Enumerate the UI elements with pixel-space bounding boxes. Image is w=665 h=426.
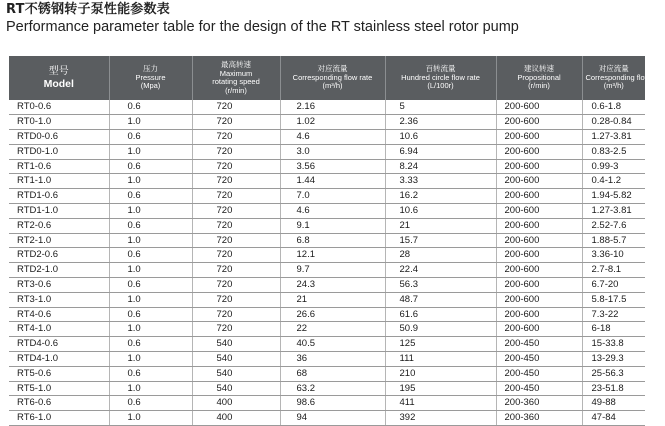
cell-hundred-flow: 10.6 (385, 130, 496, 145)
header-corr-flow-unit: (m³/h) (603, 81, 624, 91)
cell-model: RT1-1.0 (9, 174, 109, 189)
cell-max-speed: 720 (192, 174, 280, 189)
cell-max-speed: 720 (192, 292, 280, 307)
cell-prop-speed: 200-600 (496, 189, 582, 204)
cell-hundred-flow: 411 (385, 396, 496, 411)
cell-corr-flow: 6.7-20 (582, 278, 645, 293)
parameter-table (9, 56, 665, 426)
cell-model: RTD2-1.0 (9, 263, 109, 278)
header-max-speed-cn: 最高转速 (221, 60, 251, 69)
cell-model: RTD0-1.0 (9, 144, 109, 159)
cell-corr-flow: 13-29.3 (582, 352, 645, 367)
header-prop-speed-en: Propositional (517, 72, 561, 82)
cell-corr-flow: 2.7-8.1 (582, 263, 645, 278)
cell-flow-rate: 36 (280, 352, 385, 367)
cell-max-speed: 400 (192, 396, 280, 411)
table-row (9, 159, 645, 174)
header-row (9, 56, 645, 100)
cell-prop-speed: 200-600 (496, 144, 582, 159)
cell-hundred-flow: 15.7 (385, 233, 496, 248)
cell-pressure: 0.6 (109, 218, 192, 233)
cell-model: RT2-1.0 (9, 233, 109, 248)
table-row (9, 115, 645, 130)
cell-max-speed: 540 (192, 352, 280, 367)
cell-model: RT4-1.0 (9, 322, 109, 337)
cell-model: RT5-1.0 (9, 381, 109, 396)
cell-max-speed: 400 (192, 411, 280, 426)
cell-flow-rate: 24.3 (280, 278, 385, 293)
cell-pressure: 1.0 (109, 322, 192, 337)
cell-pressure: 0.6 (109, 337, 192, 352)
cell-max-speed: 720 (192, 233, 280, 248)
header-max-speed (192, 56, 280, 100)
cell-prop-speed: 200-600 (496, 204, 582, 219)
cell-max-speed: 720 (192, 115, 280, 130)
cell-pressure: 1.0 (109, 204, 192, 219)
cell-max-speed: 720 (192, 100, 280, 115)
table-row (9, 352, 645, 367)
cell-pressure: 1.0 (109, 263, 192, 278)
table-row (9, 278, 645, 293)
cell-flow-rate: 68 (280, 366, 385, 381)
cell-max-speed: 720 (192, 248, 280, 263)
table-row (9, 218, 645, 233)
table-row (9, 337, 645, 352)
cell-max-speed: 540 (192, 337, 280, 352)
cell-prop-speed: 200-450 (496, 352, 582, 367)
cell-prop-speed: 200-600 (496, 159, 582, 174)
cell-corr-flow: 7.3-22 (582, 307, 645, 322)
cell-prop-speed: 200-600 (496, 278, 582, 293)
cell-model: RT6-0.6 (9, 396, 109, 411)
cell-prop-speed: 200-600 (496, 130, 582, 145)
cell-flow-rate: 1.44 (280, 174, 385, 189)
header-hundred-flow-cn: 百转流量 (425, 64, 456, 74)
cell-pressure: 0.6 (109, 278, 192, 293)
cell-prop-speed: 200-360 (496, 396, 582, 411)
cell-max-speed: 720 (192, 130, 280, 145)
table-row (9, 204, 645, 219)
cell-max-speed: 720 (192, 278, 280, 293)
cell-hundred-flow: 28 (385, 248, 496, 263)
cell-hundred-flow: 16.2 (385, 189, 496, 204)
cell-pressure: 0.6 (109, 130, 192, 145)
cell-hundred-flow: 392 (385, 411, 496, 426)
cell-pressure: 0.6 (109, 396, 192, 411)
cell-pressure: 0.6 (109, 307, 192, 322)
cell-hundred-flow: 111 (385, 352, 496, 367)
cell-prop-speed: 200-600 (496, 100, 582, 115)
cell-max-speed: 720 (192, 189, 280, 204)
header-prop-speed (496, 56, 582, 100)
cell-flow-rate: 6.8 (280, 233, 385, 248)
cell-flow-rate: 2.16 (280, 100, 385, 115)
cell-corr-flow: 25-56.3 (582, 366, 645, 381)
table-row (9, 233, 645, 248)
cell-model: RTD4-1.0 (9, 352, 109, 367)
cell-max-speed: 720 (192, 263, 280, 278)
header-pressure-unit: (Mpa) (140, 81, 161, 91)
cell-pressure: 1.0 (109, 144, 192, 159)
cell-flow-rate: 63.2 (280, 381, 385, 396)
title-english: Performance parameter table for the design of the RT stainless steel rotor pump (6, 19, 519, 35)
cell-hundred-flow: 21 (385, 218, 496, 233)
cell-model: RT0-0.6 (9, 100, 109, 115)
table-row (9, 174, 645, 189)
cell-corr-flow: 5.8-17.5 (582, 292, 645, 307)
cell-max-speed: 720 (192, 307, 280, 322)
cell-prop-speed: 200-600 (496, 263, 582, 278)
cell-prop-speed: 200-450 (496, 381, 582, 396)
header-prop-speed-unit: (r/min) (528, 81, 550, 91)
cell-max-speed: 720 (192, 322, 280, 337)
header-hundred-flow-en: Hundred circle flow rate (401, 72, 480, 82)
cell-prop-speed: 200-600 (496, 292, 582, 307)
cell-corr-flow: 0.83-2.5 (582, 144, 645, 159)
cell-hundred-flow: 8.24 (385, 159, 496, 174)
cell-prop-speed: 200-450 (496, 366, 582, 381)
title-block (6, 2, 519, 36)
header-max-speed-unit: (r/min) (225, 85, 247, 95)
cell-prop-speed: 200-600 (496, 174, 582, 189)
header-hundred-flow (385, 56, 496, 100)
cell-pressure: 1.0 (109, 115, 192, 130)
cell-pressure: 0.6 (109, 366, 192, 381)
cell-pressure: 1.0 (109, 381, 192, 396)
cell-max-speed: 720 (192, 144, 280, 159)
header-model (9, 56, 109, 100)
header-max-speed-en2: rotating speed (212, 77, 260, 86)
cell-model: RT3-1.0 (9, 292, 109, 307)
table-header (9, 56, 665, 100)
table-row (9, 381, 645, 396)
cell-prop-speed: 200-600 (496, 307, 582, 322)
cell-corr-flow: 3.36-10 (582, 248, 645, 263)
cell-flow-rate: 3.56 (280, 159, 385, 174)
header-hundred-flow-unit: (L/100r) (427, 81, 454, 91)
cell-max-speed: 720 (192, 218, 280, 233)
cell-hundred-flow: 48.7 (385, 292, 496, 307)
cell-corr-flow: 1.27-3.81 (582, 204, 645, 219)
cell-corr-flow: 0.28-0.84 (582, 115, 645, 130)
cell-model: RTD0-0.6 (9, 130, 109, 145)
table-row (9, 130, 645, 145)
cell-hundred-flow: 61.6 (385, 307, 496, 322)
cell-corr-flow: 0.99-3 (582, 159, 645, 174)
cell-corr-flow: 0.6-1.8 (582, 100, 645, 115)
cell-corr-flow: 0.4-1.2 (582, 174, 645, 189)
cell-hundred-flow: 6.94 (385, 144, 496, 159)
cell-pressure: 0.6 (109, 189, 192, 204)
cell-model: RT4-0.6 (9, 307, 109, 322)
header-pressure (109, 56, 192, 100)
cell-max-speed: 720 (192, 159, 280, 174)
cell-model: RT3-0.6 (9, 278, 109, 293)
cell-max-speed: 540 (192, 366, 280, 381)
table-row (9, 366, 645, 381)
cell-pressure: 0.6 (109, 100, 192, 115)
cell-hundred-flow: 50.9 (385, 322, 496, 337)
cell-flow-rate: 1.02 (280, 115, 385, 130)
cell-corr-flow: 23-51.8 (582, 381, 645, 396)
table-body (9, 100, 645, 426)
cell-flow-rate: 9.7 (280, 263, 385, 278)
cell-flow-rate: 3.0 (280, 144, 385, 159)
table-row (9, 396, 645, 411)
cell-flow-rate: 94 (280, 411, 385, 426)
cell-pressure: 1.0 (109, 292, 192, 307)
cell-prop-speed: 200-600 (496, 218, 582, 233)
cell-model: RT6-1.0 (9, 411, 109, 426)
cell-model: RTD1-1.0 (9, 204, 109, 219)
cell-pressure: 1.0 (109, 411, 192, 426)
header-corr-flow-cn: 对应流量 (598, 64, 629, 74)
cell-flow-rate: 4.6 (280, 204, 385, 219)
cell-hundred-flow: 22.4 (385, 263, 496, 278)
table-row (9, 322, 645, 337)
header-flow-rate-en: Corresponding flow rate (292, 72, 373, 82)
cell-model: RT5-0.6 (9, 366, 109, 381)
cell-hundred-flow: 2.36 (385, 115, 496, 130)
cell-model: RT0-1.0 (9, 115, 109, 130)
cell-prop-speed: 200-600 (496, 115, 582, 130)
table-row (9, 307, 645, 322)
header-pressure-cn: 压力 (143, 64, 158, 74)
cell-flow-rate: 9.1 (280, 218, 385, 233)
cell-flow-rate: 98.6 (280, 396, 385, 411)
cell-hundred-flow: 125 (385, 337, 496, 352)
header-model-en: Model (43, 78, 74, 90)
cell-pressure: 1.0 (109, 174, 192, 189)
header-flow-rate-cn: 对应流量 (317, 64, 348, 74)
cell-hundred-flow: 3.33 (385, 174, 496, 189)
table-row (9, 100, 645, 115)
cell-model: RTD4-0.6 (9, 337, 109, 352)
cell-flow-rate: 40.5 (280, 337, 385, 352)
cell-corr-flow: 6-18 (582, 322, 645, 337)
cell-prop-speed: 200-360 (496, 411, 582, 426)
cell-prop-speed: 200-600 (496, 322, 582, 337)
cell-prop-speed: 200-450 (496, 337, 582, 352)
cell-pressure: 0.6 (109, 159, 192, 174)
cell-corr-flow: 15-33.8 (582, 337, 645, 352)
cell-hundred-flow: 5 (385, 100, 496, 115)
cell-hundred-flow: 210 (385, 366, 496, 381)
header-flow-rate-unit: (m³/h) (322, 81, 343, 91)
cell-model: RT1-0.6 (9, 159, 109, 174)
cell-corr-flow: 49-88 (582, 396, 645, 411)
header-corr-flow-en: Corresponding flow rate (585, 72, 665, 82)
table-row (9, 411, 645, 426)
cell-prop-speed: 200-600 (496, 248, 582, 263)
cell-flow-rate: 4.6 (280, 130, 385, 145)
cell-max-speed: 540 (192, 381, 280, 396)
cell-hundred-flow: 195 (385, 381, 496, 396)
header-model-cn: 型号 (48, 66, 69, 77)
cell-flow-rate: 22 (280, 322, 385, 337)
cell-corr-flow: 1.27-3.81 (582, 130, 645, 145)
cell-model: RT2-0.6 (9, 218, 109, 233)
cell-hundred-flow: 10.6 (385, 204, 496, 219)
cell-model: RTD1-0.6 (9, 189, 109, 204)
cell-corr-flow: 1.94-5.82 (582, 189, 645, 204)
table-row (9, 144, 645, 159)
cell-max-speed: 720 (192, 204, 280, 219)
cell-corr-flow: 1.88-5.7 (582, 233, 645, 248)
cell-flow-rate: 7.0 (280, 189, 385, 204)
header-corr-flow (582, 56, 665, 100)
table-row (9, 189, 645, 204)
title-chinese: RT不锈钢转子泵性能参数表 (6, 2, 170, 17)
cell-model: RTD2-0.6 (9, 248, 109, 263)
cell-pressure: 1.0 (109, 233, 192, 248)
header-max-speed-en: Maximum (219, 68, 253, 78)
table-row (9, 263, 645, 278)
header-flow-rate (280, 56, 385, 100)
header-pressure-en: Pressure (135, 72, 166, 82)
cell-corr-flow: 2.52-7.6 (582, 218, 645, 233)
table-row (9, 248, 645, 263)
cell-hundred-flow: 56.3 (385, 278, 496, 293)
cell-flow-rate: 12.1 (280, 248, 385, 263)
cell-prop-speed: 200-600 (496, 233, 582, 248)
cell-flow-rate: 26.6 (280, 307, 385, 322)
header-prop-speed-cn: 建议转速 (524, 64, 554, 74)
cell-flow-rate: 21 (280, 292, 385, 307)
cell-corr-flow: 47-84 (582, 411, 645, 426)
table-row (9, 292, 645, 307)
cell-pressure: 0.6 (109, 248, 192, 263)
cell-pressure: 1.0 (109, 352, 192, 367)
